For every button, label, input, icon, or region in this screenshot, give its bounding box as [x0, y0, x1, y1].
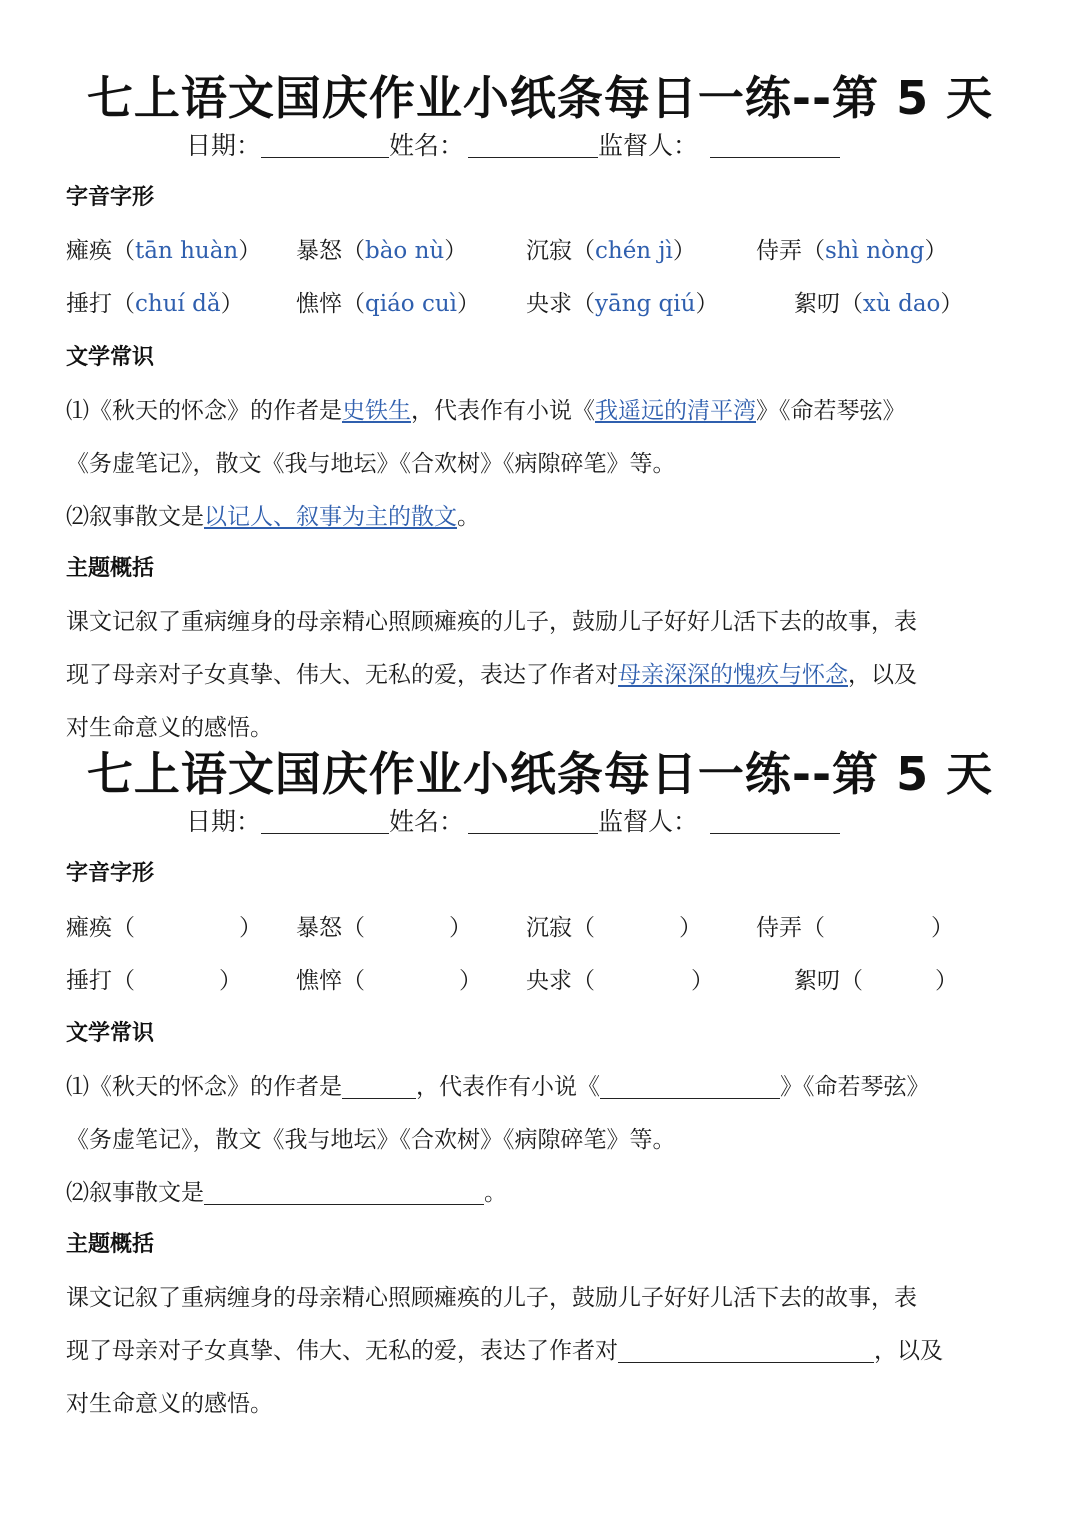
- word-item: 暴怒（ ）: [296, 915, 472, 941]
- word-item: 捶打（chuí dǎ）: [66, 291, 244, 317]
- date-blank[interactable]: [261, 131, 389, 158]
- word-text: 央求: [526, 968, 572, 994]
- word-text: 侍弄: [756, 915, 802, 941]
- section-heading-literature: 文学常识: [66, 345, 155, 370]
- literature-question-2: ⑵叙事散文是 。: [66, 1180, 507, 1206]
- word-item: 央求（yāng qiú）: [526, 291, 719, 317]
- supervisor-label: 监督人：: [598, 131, 699, 160]
- page-title: 七上语文国庆作业小纸条每日一练--第 5 天: [86, 71, 994, 125]
- pinyin-answer: xù dao: [863, 291, 941, 317]
- supervisor-label: 监督人：: [598, 807, 699, 836]
- word-text: 暴怒: [296, 238, 342, 264]
- info-line: [186, 802, 840, 838]
- date-label: 日期：: [186, 131, 262, 160]
- literature-question-2: ⑵叙事散文是以记人、叙事为主的散文。: [66, 504, 480, 530]
- theme-line: 对生命意义的感悟。: [66, 715, 273, 741]
- theme-line: 课文记叙了重病缠身的母亲精心照顾瘫痪的儿子，鼓励儿子好好儿活下去的故事，表: [66, 1285, 917, 1311]
- section-heading-characters: 字音字形: [66, 185, 155, 210]
- word-text: 絮叨: [794, 291, 840, 317]
- pinyin-answer: chuí dǎ: [135, 291, 221, 317]
- literature-question-1-cont: 《务虚笔记》，散文《我与地坛》《合欢树》《病隙碎笔》等。: [66, 1127, 676, 1153]
- section-heading-theme: 主题概括: [66, 556, 155, 581]
- section-heading-theme: 主题概括: [66, 1232, 155, 1257]
- theme-answer: 母亲深深的愧疚与怀念: [618, 662, 848, 688]
- supervisor-blank[interactable]: [710, 807, 840, 834]
- word-item: 瘫痪（ ）: [66, 915, 262, 941]
- theme-line: 现了母亲对子女真挚、伟大、无私的爱，表达了作者对母亲深深的愧疚与怀念，以及: [66, 662, 917, 688]
- word-item: 憔悴（qiáo cuì）: [296, 291, 480, 317]
- word-item: 沉寂（chén jì）: [526, 238, 696, 264]
- pinyin-answer: chén jì: [595, 238, 673, 264]
- word-item: 絮叨（xù dao）: [794, 291, 964, 317]
- definition-answer: 以记人、叙事为主的散文: [204, 504, 457, 530]
- name-label: 姓名：: [389, 807, 465, 836]
- word-item: 暴怒（bào nù）: [296, 238, 468, 264]
- word-text: 暴怒: [296, 915, 342, 941]
- word-text: 捶打: [66, 968, 112, 994]
- word-text: 沉寂: [526, 238, 572, 264]
- date-label: 日期：: [186, 807, 262, 836]
- word-text: 央求: [526, 291, 572, 317]
- author-blank[interactable]: [342, 1074, 416, 1099]
- word-item: 沉寂（ ）: [526, 915, 702, 941]
- word-text: 絮叨: [794, 968, 840, 994]
- date-blank[interactable]: [261, 807, 389, 834]
- word-item: 捶打（ ）: [66, 968, 242, 994]
- word-text: 捶打: [66, 291, 112, 317]
- name-blank[interactable]: [468, 131, 598, 158]
- theme-blank[interactable]: [618, 1338, 874, 1363]
- definition-blank[interactable]: [204, 1180, 484, 1205]
- word-item: 侍弄（ ）: [756, 915, 954, 941]
- word-text: 沉寂: [526, 915, 572, 941]
- pinyin-answer: shì nòng: [825, 238, 925, 264]
- name-label: 姓名：: [389, 131, 465, 160]
- word-item: 絮叨（ ）: [794, 968, 958, 994]
- section-heading-literature: 文学常识: [66, 1021, 155, 1046]
- word-item: 瘫痪（tān huàn）: [66, 238, 262, 264]
- theme-line: 课文记叙了重病缠身的母亲精心照顾瘫痪的儿子，鼓励儿子好好儿活下去的故事，表: [66, 609, 917, 635]
- novel-answer: 我遥远的清平湾: [595, 398, 756, 424]
- supervisor-blank[interactable]: [710, 131, 840, 158]
- author-answer: 史铁生: [342, 398, 411, 424]
- word-item: 憔悴（ ）: [296, 968, 482, 994]
- pinyin-answer: qiáo cuì: [365, 291, 457, 317]
- section-heading-characters: 字音字形: [66, 861, 155, 886]
- pinyin-answer: bào nù: [365, 238, 445, 264]
- word-text: 瘫痪: [66, 915, 112, 941]
- info-line: [186, 126, 840, 162]
- word-text: 瘫痪: [66, 238, 112, 264]
- literature-question-1: ⑴《秋天的怀念》的作者是史铁生，代表作有小说《我遥远的清平湾》《命若琴弦》: [66, 398, 906, 424]
- word-item: 侍弄（shì nòng）: [756, 238, 948, 264]
- word-text: 侍弄: [756, 238, 802, 264]
- name-blank[interactable]: [468, 807, 598, 834]
- pinyin-answer: tān huàn: [135, 238, 239, 264]
- theme-line: 现了母亲对子女真挚、伟大、无私的爱，表达了作者对 ，以及: [66, 1338, 943, 1364]
- theme-line: 对生命意义的感悟。: [66, 1391, 273, 1417]
- pinyin-answer: yāng qiú: [595, 291, 696, 317]
- word-text: 憔悴: [296, 291, 342, 317]
- page-title: 七上语文国庆作业小纸条每日一练--第 5 天: [86, 747, 994, 801]
- literature-question-1-cont: 《务虚笔记》，散文《我与地坛》《合欢树》《病隙碎笔》等。: [66, 451, 676, 477]
- novel-blank[interactable]: [600, 1074, 780, 1099]
- literature-question-1: ⑴《秋天的怀念》的作者是 ，代表作有小说《 》《命若琴弦》: [66, 1074, 930, 1100]
- word-item: 央求（ ）: [526, 968, 714, 994]
- word-text: 憔悴: [296, 968, 342, 994]
